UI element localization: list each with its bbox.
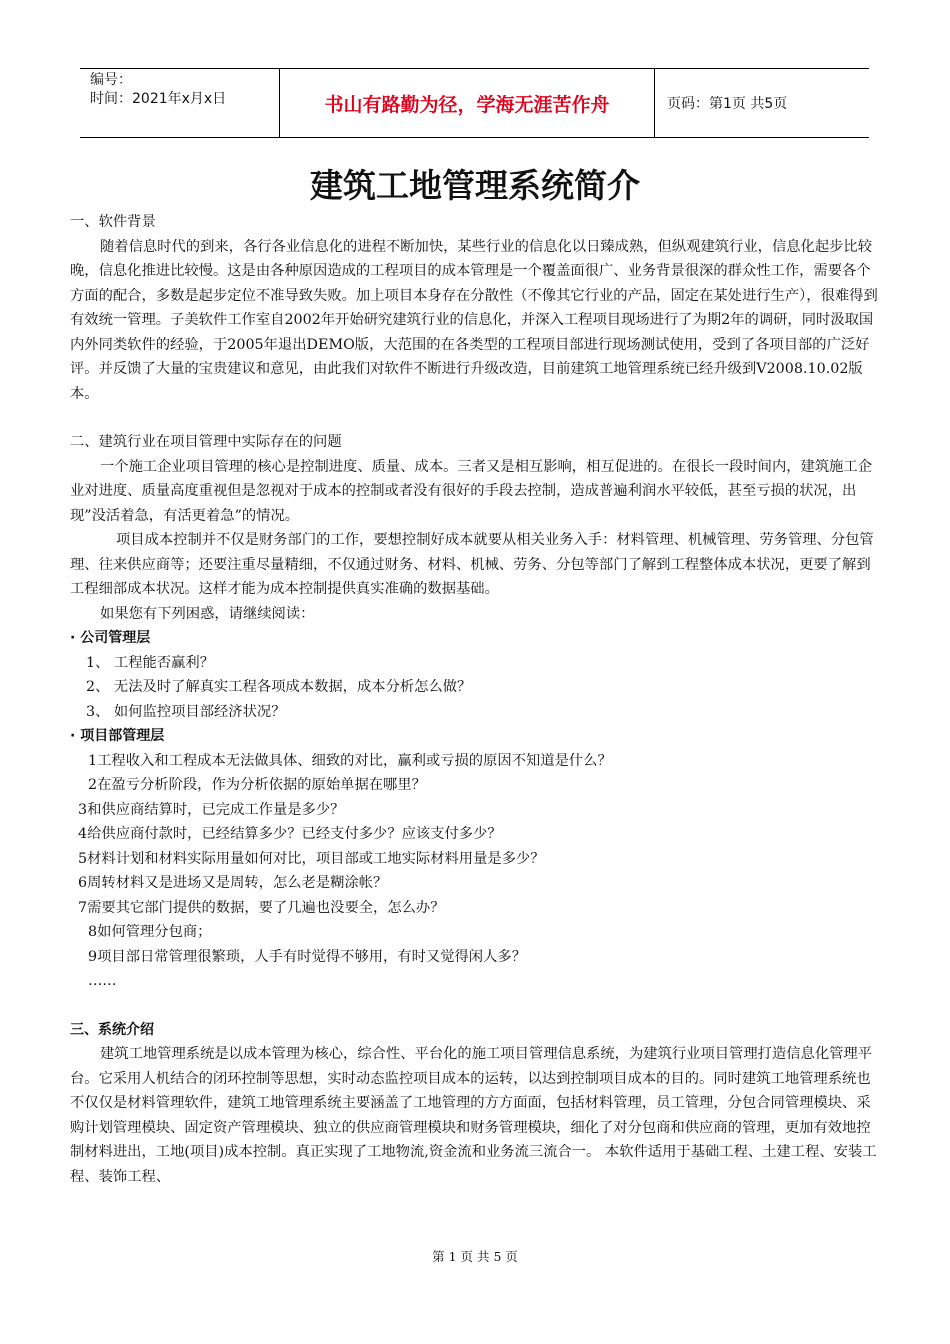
project-item: 8如何管理分包商； [88, 924, 212, 940]
project-item: 1工程收入和工程成本无法做具体、细致的对比，赢利或亏损的原因不知道是什么？ [88, 752, 612, 769]
page-header [80, 68, 869, 138]
project-heading: · 项目部管理层 [70, 728, 165, 744]
section-3-heading: 三、系统介绍 [70, 1021, 154, 1038]
project-item: 6周转材料又是进场又是周转，怎么老是糊涂帐？ [78, 875, 388, 891]
document-title: 建筑工地管理系统简介 [310, 166, 640, 205]
section-2-heading: 二、建筑行业在项目管理中实际存在的问题 [70, 434, 342, 450]
document-body [70, 210, 882, 1189]
project-item: 9项目部日常管理很繁琐，人手有时觉得不够用，有时又觉得闲人多？ [88, 948, 526, 965]
spacer [70, 994, 882, 1018]
section-2-paragraph-2: 项目成本控制并不仅是财务部门的工作，要想控制好成本就要从相关业务入手：材料管理、机械管理、劳务管理、分包管理、往来供应商等；还要注重尽量精细，不仅通过财务、材料、机械、劳务、分包等部门了解到工程整体成本状况，更要了解到工程细部成本状况。这样才能为成本控制提供真实准确的数据基础。 [70, 532, 874, 597]
header-page-label: 页码：第1页 共5页 [667, 96, 788, 112]
project-item: 5材料计划和材料实际用量如何对比，项目部或工地实际材料用量是多少？ [78, 850, 545, 867]
header-motto: 书山有路勤为径，学海无涯苦作舟 [280, 69, 655, 137]
date-label: 时间：2021年x月x日 [90, 91, 227, 107]
ellipsis: …… [88, 973, 117, 989]
company-heading: · 公司管理层 [70, 630, 151, 646]
project-item: 4给供应商付款时，已经结算多少？已经支付多少？应该支付多少？ [78, 826, 502, 842]
company-item: 2、 无法及时了解真实工程各项成本数据，成本分析怎么做？ [86, 679, 472, 695]
number-label: 编号： [90, 72, 132, 88]
project-item: 3和供应商结算时，已完成工作量是多少？ [78, 801, 345, 818]
section-1-heading: 一、软件背景 [70, 214, 156, 230]
section-2-paragraph-1: 一个施工企业项目管理的核心是控制进度、质量、成本。三者又是相互影响，相互促进的。在很长一段时间内，建筑施工企业对进度、质量高度重视但是忽视对于成本的控制或者没有很好的手段去控制，造成普遍利润水平较低，甚至亏损的状况，出现”没活着急，有活更着急”的情况。 [70, 458, 873, 524]
project-item: 2在盈亏分析阶段，作为分析依据的原始单据在哪里？ [88, 777, 426, 793]
section-1-paragraph: 随着信息时代的到来，各行各业信息化的进程不断加快，某些行业的信息化以日臻成熟，但纵观建筑行业，信息化起步比较晚，信息化推进比较慢。这是由各种原因造成的工程项目的成本管理是一个覆盖面很广、业务背景很深的群众性工作，需要各个方面的配合，多数是起步定位不准导致失败。加上项目本身存在分散性（不像其它行业的产品，固定在某处进行生产），很难得到有效统一管理。子美软件工作室自2002年开始研究建筑行业的信息化，并深入工程项目现场进行了为期2年的调研，同时汲取国内外同类软件的经验，于2005年退出DEMO版，大范围的在各类型的工程项目部进行现场测试使用，受到了各项目部的广泛好评。并反馈了大量的宝贵建议和意见，由此我们对软件不断进行升级改造，目前建筑工地管理系统已经升级到V2008.10.02版本。 [70, 238, 878, 402]
page-footer: 第 1 页 共 5 页 [432, 1249, 518, 1264]
section-2-paragraph-3: 如果您有下列困惑，请继续阅读： [100, 605, 315, 622]
company-item: 1、 工程能否赢利？ [86, 654, 215, 671]
section-3-paragraph: 建筑工地管理系统是以成本管理为核心，综合性、平台化的施工项目管理信息系统，为建筑行业项目管理打造信息化管理平台。它采用人机结合的闭环控制等思想，实时动态监控项目成本的运转，以达到控制项目成本的目的。同时建筑工地管理系统也不仅仅是材料管理软件，建筑工地管理系统主要涵盖了工地管理的方方面面，包括材料管理，员工管理，分包合同管理模块、采购计划管理模块、固定资产管理模块、独立的供应商管理模块和财务管理模块，细化了对分包商和供应商的管理，更加有效地控制材料进出，工地(项目)成本控制。真正实现了工地物流,资金流和业务流三流合一。 本软件适用于基础工程、土建工程、安装工程、装饰工程、 [70, 1046, 877, 1185]
project-item: 7需要其它部门提供的数据，要了几遍也没要全，怎么办？ [78, 899, 445, 916]
company-item: 3、 如何监控项目部经济状况？ [86, 703, 286, 720]
header-meta [80, 69, 280, 137]
spacer [70, 406, 882, 430]
